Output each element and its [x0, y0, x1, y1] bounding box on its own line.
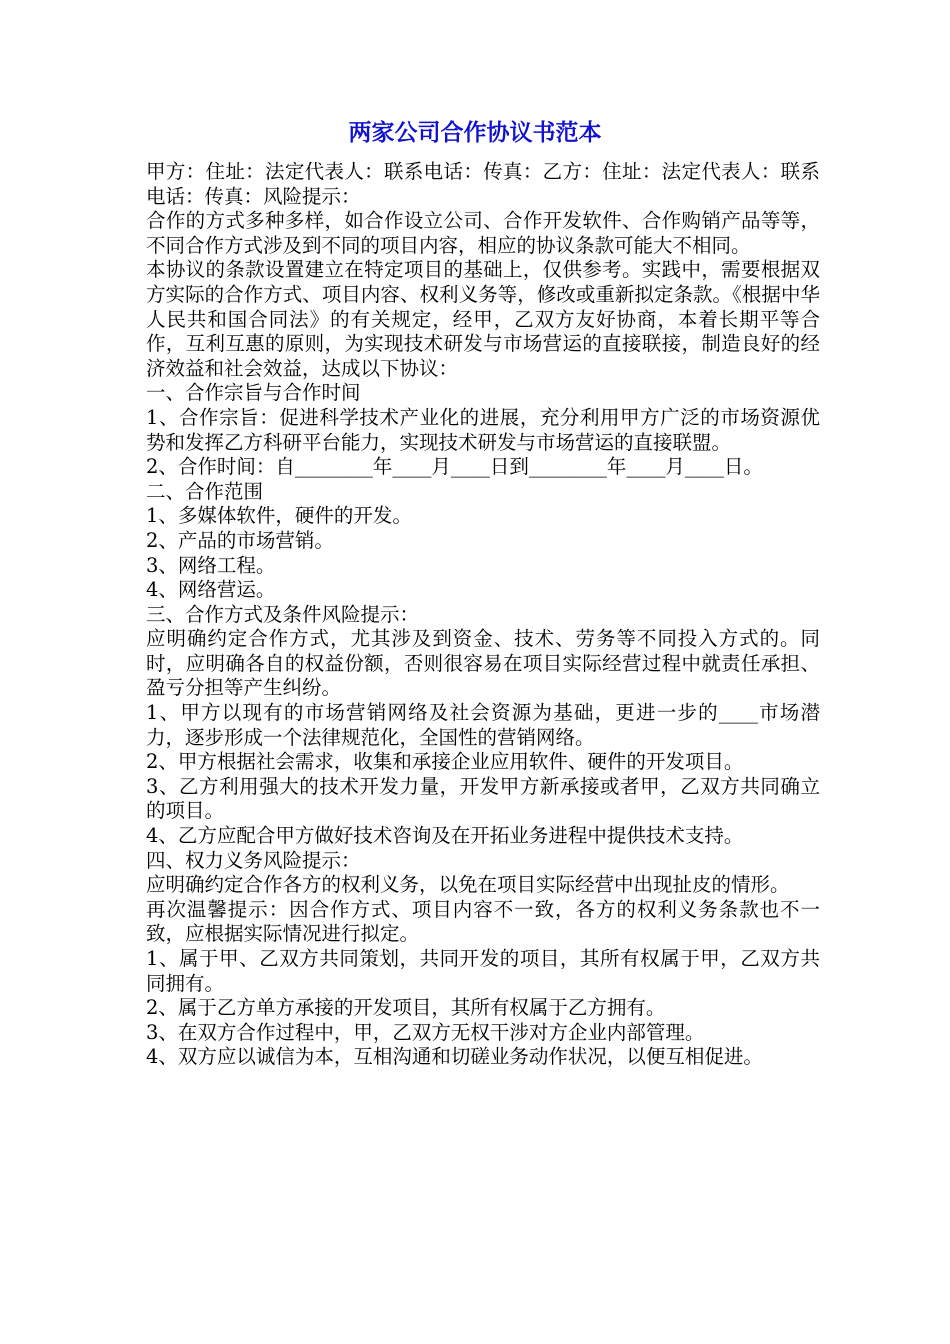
clause-paragraph: 4、网络营运。	[146, 578, 276, 602]
reminder-paragraph: 再次温馨提示：因合作方式、项目内容不一致，各方的权利义务条款也不一致，应根据实际情况进行拟定。	[146, 897, 820, 946]
clause-paragraph: 3、在双方合作过程中，甲，乙双方无权干涉对方企业内部管理。	[146, 1020, 705, 1044]
document-title: 两家公司合作协议书范本	[348, 120, 602, 146]
preamble-paragraph: 本协议的条款设置建立在特定项目的基础上，仅供参考。实践中，需要根据双方实际的合作方式、项目内容、权利义务等，修改或重新拟定条款。《根据中华人民共和国合同法》的有关规定，经甲，乙双方友好协商，本着长期平等合作，互利互惠的原则，为实现技术研发与市场营运的直接联接，制造良好的经济效益和社会效益，达成以下协议：	[146, 258, 820, 380]
parties-paragraph: 甲方：住址：法定代表人：联系电话：传真：乙方：住址：法定代表人：联系电话：传真：风险提示：	[146, 160, 820, 208]
risk-note-paragraph: 合作的方式多种多样，如合作设立公司、合作开发软件、合作购销产品等等，不同合作方式涉及到不同的项目内容，相应的协议条款可能大不相同。	[146, 209, 820, 257]
clause-paragraph: 2、合作时间：自________年____月____日到________年____月____日。	[146, 455, 763, 479]
clause-paragraph: 4、双方应以诚信为本，互相沟通和切磋业务动作状况，以便互相促进。	[146, 1045, 763, 1069]
risk-note-paragraph: 应明确约定合作方式，尤其涉及到资金、技术、劳务等不同投入方式的。同时，应明确各自的权益份额，否则很容易在项目实际经营过程中就责任承担、盈亏分担等产生纠纷。	[146, 627, 820, 700]
clause-paragraph: 2、甲方根据社会需求，收集和承接企业应用软件、硬件的开发项目。	[146, 750, 744, 774]
clause-paragraph: 4、乙方应配合甲方做好技术咨询及在开拓业务进程中提供技术支持。	[146, 824, 744, 848]
clause-paragraph: 2、产品的市场营销。	[146, 528, 334, 552]
clause-paragraph: 1、合作宗旨：促进科学技术产业化的进展，充分利用甲方广泛的市场资源优势和发挥乙方科研平台能力，实现技术研发与市场营运的直接联盟。	[146, 405, 820, 454]
document-body	[146, 160, 820, 1070]
clause-paragraph: 1、多媒体软件，硬件的开发。	[146, 504, 412, 528]
section-heading-1: 一、合作宗旨与合作时间	[146, 381, 361, 405]
clause-paragraph: 3、网络工程。	[146, 553, 276, 577]
clause-paragraph: 3、乙方利用强大的技术开发力量，开发甲方新承接或者甲，乙双方共同确立的项目。	[146, 774, 820, 823]
clause-paragraph: 2、属于乙方单方承接的开发项目，其所有权属于乙方拥有。	[146, 996, 666, 1020]
risk-note-paragraph: 应明确约定合作各方的权利义务，以免在项目实际经营中出现扯皮的情形。	[146, 873, 790, 897]
clause-paragraph: 1、甲方以现有的市场营销网络及社会资源为基础，更进一步的____市场潜力，逐步形成一个法律规范化，全国性的营销网络。	[146, 701, 820, 749]
section-heading-4: 四、权力义务风险提示：	[146, 848, 361, 872]
section-heading-3: 三、合作方式及条件风险提示：	[146, 602, 420, 626]
section-heading-2: 二、合作范围	[146, 479, 264, 503]
clause-paragraph: 1、属于甲、乙双方共同策划，共同开发的项目，其所有权属于甲，乙双方共同拥有。	[146, 947, 820, 995]
